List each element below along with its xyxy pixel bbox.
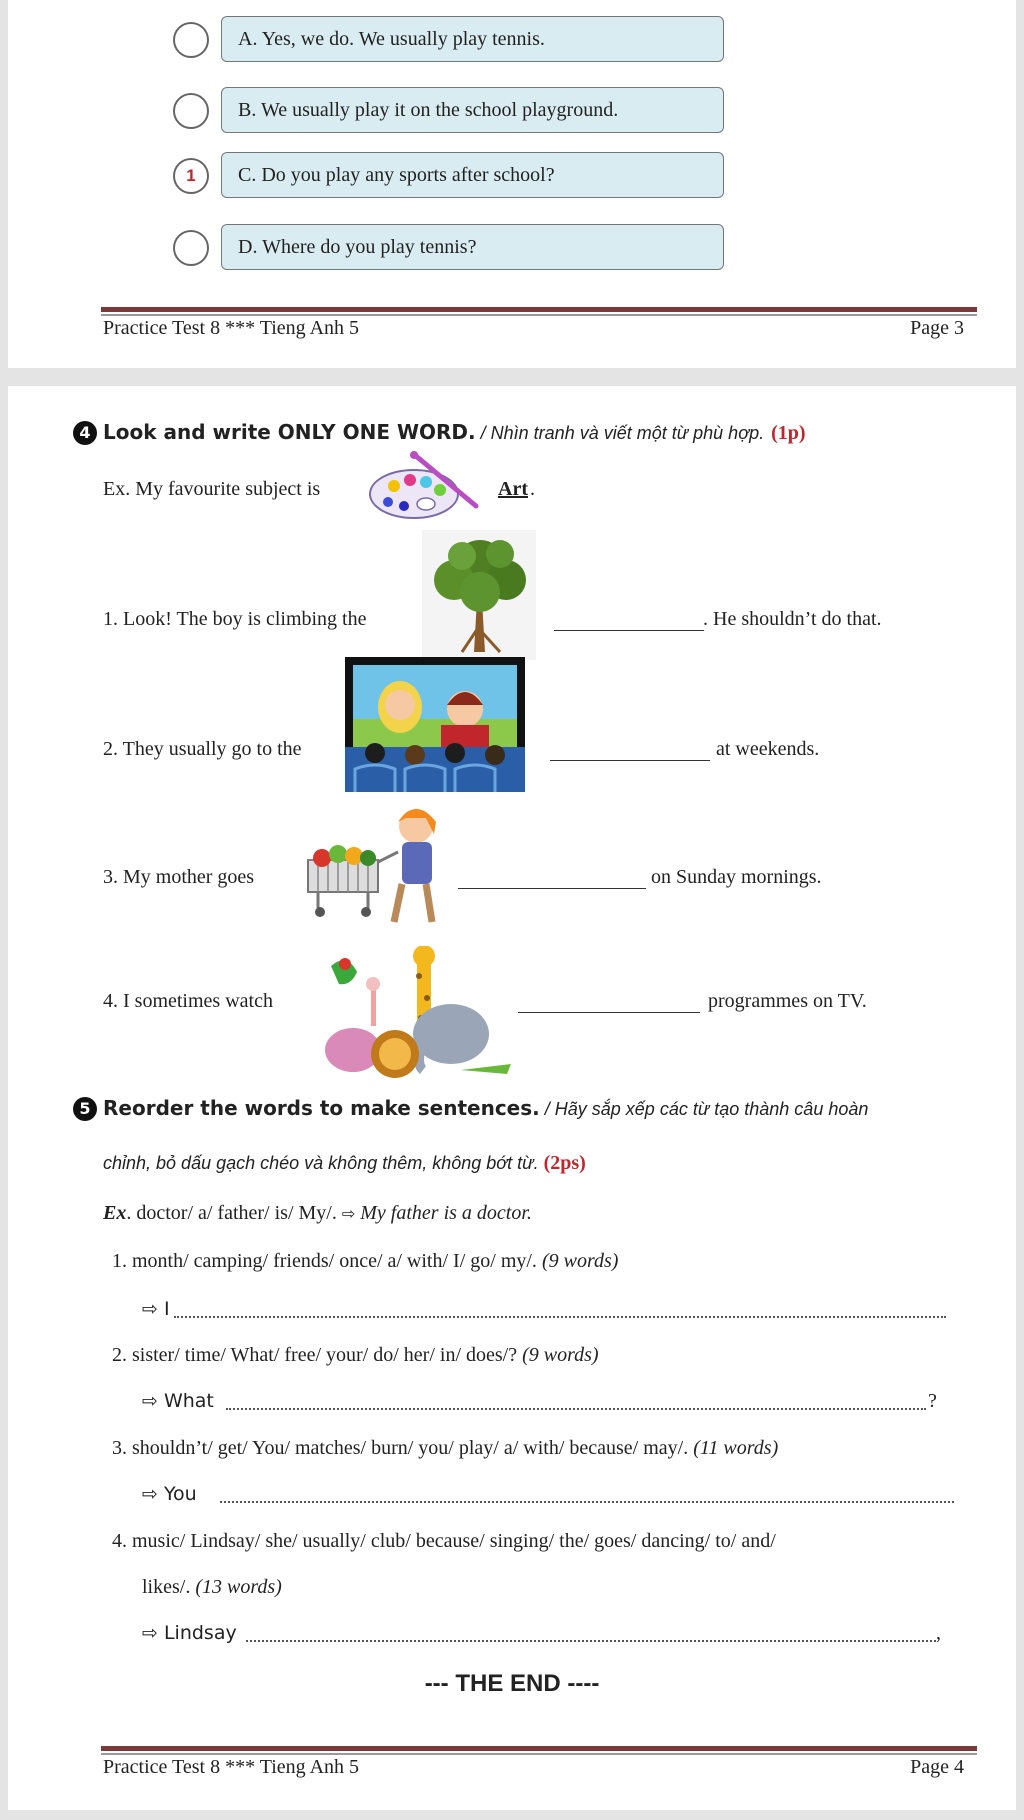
answer-circle-d[interactable] bbox=[173, 230, 209, 266]
slash: / bbox=[539, 1099, 555, 1119]
reorder-3-question bbox=[112, 1437, 778, 1460]
reorder-1-answer-line[interactable] bbox=[174, 1316, 946, 1318]
reorder-3-start: ⇨ You bbox=[142, 1483, 197, 1505]
section-5-heading: Reorder the words to make sentences. bbox=[103, 1096, 540, 1120]
item-3-after: on Sunday mornings. bbox=[651, 866, 822, 888]
footer-rule-thin bbox=[101, 1753, 977, 1755]
section-5-number: 5 bbox=[73, 1097, 97, 1121]
option-a[interactable] bbox=[8, 14, 1016, 64]
the-end: --- THE END ---- bbox=[424, 1670, 600, 1697]
example-answer: Art bbox=[498, 478, 528, 500]
reorder-4-end: , bbox=[936, 1622, 941, 1644]
reorder-2-count: (9 words) bbox=[522, 1344, 599, 1366]
section-5-points: (2ps) bbox=[543, 1152, 586, 1174]
section-5-title bbox=[73, 1096, 868, 1121]
section-5-example bbox=[103, 1202, 532, 1225]
example-lead: Ex. My favourite subject is bbox=[103, 478, 321, 500]
ex-answer: My father is a doctor. bbox=[355, 1202, 532, 1224]
option-c[interactable] bbox=[8, 150, 1016, 200]
section-4-points: (1p) bbox=[771, 422, 806, 444]
item-2-blank[interactable] bbox=[550, 760, 710, 761]
footer-title: Practice Test 8 *** Tieng Anh 5 bbox=[103, 1756, 360, 1778]
slash: / bbox=[475, 423, 491, 443]
shopping-icon bbox=[298, 800, 458, 930]
section-4-heading: Look and write ONLY ONE WORD. bbox=[103, 420, 476, 444]
footer-rule-thin bbox=[101, 314, 977, 316]
option-c-text: C. Do you play any sports after school? bbox=[221, 152, 724, 198]
reorder-4-answer-line[interactable] bbox=[246, 1640, 936, 1642]
item-4-text: 4. I sometimes watch bbox=[103, 990, 273, 1012]
ex-words: . doctor/ a/ father/ is/ My/. bbox=[126, 1202, 342, 1224]
example-period: . bbox=[530, 478, 535, 500]
tree-icon bbox=[422, 530, 536, 660]
reorder-3-count: (11 words) bbox=[693, 1437, 779, 1459]
option-a-text: A. Yes, we do. We usually play tennis. bbox=[221, 16, 724, 62]
cinema-icon bbox=[345, 657, 525, 792]
page-4 bbox=[8, 386, 1016, 1810]
reorder-4-words-cont: likes/. bbox=[142, 1576, 196, 1598]
reorder-4-question: 4. music/ Lindsay/ she/ usually/ club/ because/ singing/ the/ goes/ dancing/ to/ and/ bbox=[112, 1530, 776, 1552]
section-4-title bbox=[73, 420, 806, 445]
section-4-vn-instruction: Nhìn tranh và viết một từ phù hợp. bbox=[490, 423, 765, 443]
option-b[interactable] bbox=[8, 85, 1016, 135]
option-d-text: D. Where do you play tennis? bbox=[221, 224, 724, 270]
footer-rule bbox=[101, 307, 977, 312]
item-4-after: programmes on TV. bbox=[708, 990, 867, 1012]
section-5-vn-instruction-1: Hãy sắp xếp các từ tạo thành câu hoàn bbox=[554, 1099, 869, 1119]
reorder-4-question-cont bbox=[142, 1576, 282, 1599]
section-5-vn-line-2 bbox=[103, 1152, 586, 1175]
item-4-blank[interactable] bbox=[518, 1012, 700, 1013]
answer-circle-a[interactable] bbox=[173, 22, 209, 58]
item-1-after: . He shouldn’t do that. bbox=[703, 608, 882, 630]
footer-page-number: Page 4 bbox=[910, 1756, 964, 1778]
reorder-2-start: ⇨ What bbox=[142, 1390, 214, 1412]
section-4-number: 4 bbox=[73, 421, 97, 445]
reorder-1-words: 1. month/ camping/ friends/ once/ a/ with/ I/ go/ my/. bbox=[112, 1250, 542, 1272]
footer-title: Practice Test 8 *** Tieng Anh 5 bbox=[103, 317, 360, 339]
option-b-text: B. We usually play it on the school playground. bbox=[221, 87, 724, 133]
reorder-3-words: 3. shouldn’t/ get/ You/ matches/ burn/ you/ play/ a/ with/ because/ may/. bbox=[112, 1437, 694, 1459]
reorder-1-question bbox=[112, 1250, 618, 1273]
item-1-text: 1. Look! The boy is climbing the bbox=[103, 608, 367, 630]
footer-page-number: Page 3 bbox=[910, 317, 964, 339]
section-5-vn-instruction-2: chỉnh, bỏ dấu gạch chéo và không thêm, không bớt từ. bbox=[103, 1153, 539, 1173]
reorder-4-count: (13 words) bbox=[195, 1576, 282, 1598]
reorder-2-words: 2. sister/ time/ What/ free/ your/ do/ her/ in/ does/? bbox=[112, 1344, 523, 1366]
reorder-1-start: ⇨ I bbox=[142, 1298, 170, 1320]
reorder-2-question bbox=[112, 1344, 599, 1367]
item-3-blank[interactable] bbox=[458, 888, 646, 889]
item-3-text: 3. My mother goes bbox=[103, 866, 255, 888]
answer-circle-c[interactable]: 1 bbox=[173, 158, 209, 194]
animals-icon bbox=[311, 946, 517, 1084]
answer-circle-b[interactable] bbox=[173, 93, 209, 129]
reorder-2-end: ? bbox=[928, 1390, 937, 1412]
item-2-after: at weekends. bbox=[716, 738, 820, 760]
reorder-1-count: (9 words) bbox=[541, 1250, 619, 1272]
footer-rule bbox=[101, 1746, 977, 1751]
ex-label: Ex bbox=[103, 1202, 127, 1224]
page-3 bbox=[8, 0, 1016, 368]
option-d[interactable] bbox=[8, 222, 1016, 272]
palette-icon bbox=[364, 450, 482, 524]
item-2-text: 2. They usually go to the bbox=[103, 738, 302, 760]
reorder-2-answer-line[interactable] bbox=[226, 1408, 926, 1410]
reorder-3-answer-line[interactable] bbox=[220, 1501, 954, 1503]
reorder-4-start: ⇨ Lindsay bbox=[142, 1622, 237, 1644]
item-1-blank[interactable] bbox=[554, 630, 704, 631]
arrow-icon: ⇨ bbox=[341, 1204, 356, 1223]
